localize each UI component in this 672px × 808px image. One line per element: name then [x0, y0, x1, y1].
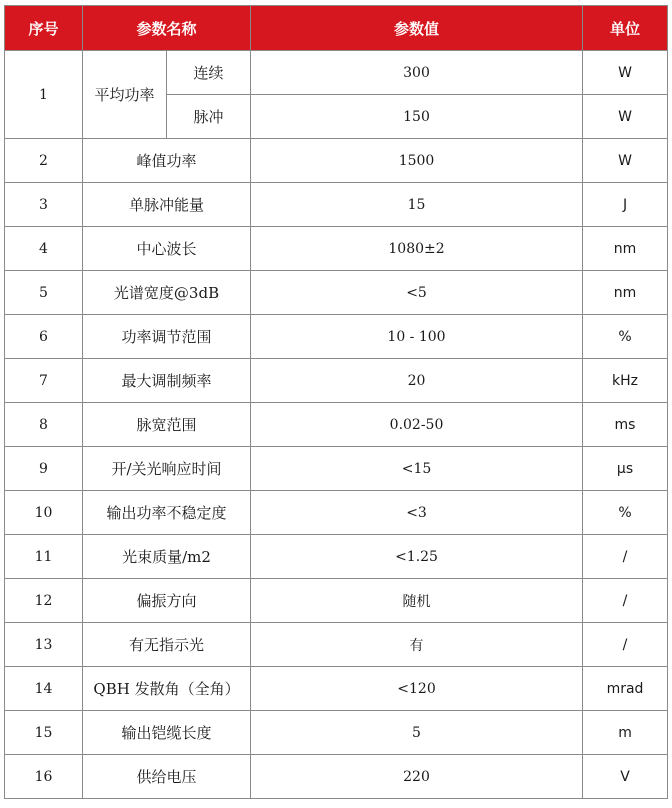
spec-table	[4, 5, 668, 799]
param-name: 中心波长	[83, 227, 251, 271]
param-name: 功率调节范围	[83, 315, 251, 359]
table-row	[5, 755, 668, 799]
header-value: 参数值	[251, 6, 583, 51]
param-value: 300	[251, 51, 583, 95]
row-number: 16	[5, 755, 83, 799]
param-name: 峰值功率	[83, 139, 251, 183]
param-value: 15	[251, 183, 583, 227]
param-value: 1080±2	[251, 227, 583, 271]
param-unit: mrad	[583, 667, 668, 711]
table-row	[5, 667, 668, 711]
param-value: 220	[251, 755, 583, 799]
row-number: 6	[5, 315, 83, 359]
row-number: 11	[5, 535, 83, 579]
table-row	[5, 447, 668, 491]
row-number: 1	[5, 51, 83, 139]
param-value: 0.02-50	[251, 403, 583, 447]
param-value: 随机	[251, 579, 583, 623]
param-value: <15	[251, 447, 583, 491]
param-name: 输出铠缆长度	[83, 711, 251, 755]
row-number: 9	[5, 447, 83, 491]
table-row	[5, 359, 668, 403]
table-row	[5, 491, 668, 535]
row-number: 7	[5, 359, 83, 403]
param-value: <3	[251, 491, 583, 535]
param-value: <120	[251, 667, 583, 711]
param-unit: nm	[583, 227, 668, 271]
row-number: 3	[5, 183, 83, 227]
row-number: 10	[5, 491, 83, 535]
header-name: 参数名称	[83, 6, 251, 51]
param-name: 有无指示光	[83, 623, 251, 667]
param-name: 脉宽范围	[83, 403, 251, 447]
param-unit: /	[583, 579, 668, 623]
param-unit: /	[583, 623, 668, 667]
table-row	[5, 535, 668, 579]
row-number: 5	[5, 271, 83, 315]
param-unit: m	[583, 711, 668, 755]
param-name: 输出功率不稳定度	[83, 491, 251, 535]
param-value: <5	[251, 271, 583, 315]
sub-param-name: 连续	[167, 51, 251, 95]
param-name: 最大调制频率	[83, 359, 251, 403]
row-number: 14	[5, 667, 83, 711]
row-number: 2	[5, 139, 83, 183]
param-unit: W	[583, 139, 668, 183]
row-number: 12	[5, 579, 83, 623]
table-row	[5, 579, 668, 623]
param-unit: kHz	[583, 359, 668, 403]
param-unit: ms	[583, 403, 668, 447]
param-unit: %	[583, 491, 668, 535]
param-unit: V	[583, 755, 668, 799]
param-unit: nm	[583, 271, 668, 315]
table-row	[5, 403, 668, 447]
table-row	[5, 227, 668, 271]
table-body	[5, 51, 668, 799]
table-row	[5, 183, 668, 227]
param-name: 单脉冲能量	[83, 183, 251, 227]
table-header	[5, 6, 668, 51]
table-row	[5, 623, 668, 667]
param-value: 5	[251, 711, 583, 755]
table-row	[5, 711, 668, 755]
table-row	[5, 139, 668, 183]
param-value: 150	[251, 95, 583, 139]
param-value: 1500	[251, 139, 583, 183]
param-unit: J	[583, 183, 668, 227]
row-number: 8	[5, 403, 83, 447]
param-name: QBH 发散角（全角）	[83, 667, 251, 711]
param-value: 10 - 100	[251, 315, 583, 359]
sub-param-name: 脉冲	[167, 95, 251, 139]
param-name: 开/关光响应时间	[83, 447, 251, 491]
row-number: 13	[5, 623, 83, 667]
row-number: 4	[5, 227, 83, 271]
param-name: 供给电压	[83, 755, 251, 799]
table-row	[5, 51, 668, 95]
param-unit: W	[583, 51, 668, 95]
param-name: 光束质量/m2	[83, 535, 251, 579]
param-unit: /	[583, 535, 668, 579]
header-unit: 单位	[583, 6, 668, 51]
param-unit: %	[583, 315, 668, 359]
param-value: <1.25	[251, 535, 583, 579]
param-name: 光谱宽度@3dB	[83, 271, 251, 315]
row-number: 15	[5, 711, 83, 755]
table-row	[5, 315, 668, 359]
table-row	[5, 271, 668, 315]
header-no: 序号	[5, 6, 83, 51]
header-row	[5, 6, 668, 51]
param-value: 20	[251, 359, 583, 403]
param-value: 有	[251, 623, 583, 667]
param-unit: W	[583, 95, 668, 139]
param-name: 偏振方向	[83, 579, 251, 623]
param-unit: μs	[583, 447, 668, 491]
param-name: 平均功率	[83, 51, 167, 139]
